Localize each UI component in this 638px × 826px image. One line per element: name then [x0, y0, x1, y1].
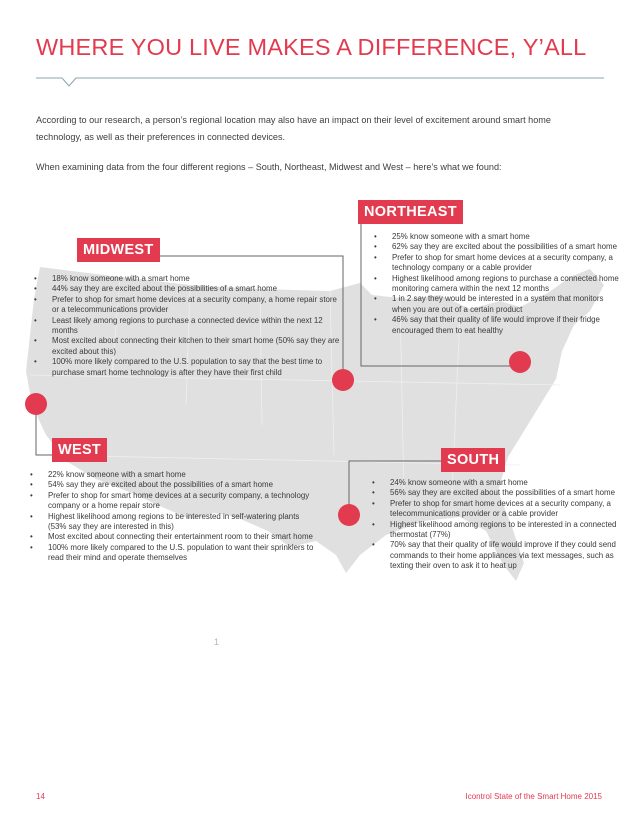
svg-text:1: 1 [214, 637, 220, 647]
region-badge-south: SOUTH [441, 448, 505, 472]
region-badge-midwest: MIDWEST [77, 238, 160, 262]
list-item: • 70% say that their quality of life would improve if they could send commands to their home appliances via text messages, such as texting their oven to ask it to heat up [372, 540, 618, 571]
northeast-list [374, 232, 620, 336]
page-number: 14 [36, 792, 45, 801]
list-item: • 44% say they are excited about the possibilities of a smart home [34, 284, 340, 294]
northeast-marker [509, 351, 531, 373]
list-item: • Prefer to shop for smart home devices at a security company, a technology company or a cable provider [374, 253, 620, 274]
list-item: • 24% know someone with a smart home [372, 478, 618, 488]
south-marker [338, 504, 360, 526]
list-item: • Most excited about connecting their kitchen to their smart home (50% say they are excited about this) [34, 336, 340, 357]
list-item: • 100% more likely compared to the U.S. population to say that the best time to purchase smart home technology is after they have their first child [34, 357, 340, 378]
list-item: • Prefer to shop for smart home devices at a security company, a technology company or a home repair store [30, 491, 314, 512]
list-item: • Highest likelihood among regions to purchase a connected home monitoring camera within the next 12 months [374, 274, 620, 295]
list-item: • Prefer to shop for smart home devices at a security company, a home repair store or a telecommunications provider [34, 295, 340, 316]
list-item: • 100% more likely compared to the U.S. population to want their sprinklers to read their mind and operate themselves [30, 543, 314, 564]
south-list [372, 478, 618, 572]
page-title: WHERE YOU LIVE MAKES A DIFFERENCE, Y’ALL [36, 34, 587, 60]
list-item: • 56% say they are excited about the possibilities of a smart home [372, 488, 618, 498]
list-item: • Highest likelihood among regions to be interested in self-watering plants (53% say they are interested in this) [30, 512, 314, 533]
list-item: • Most excited about connecting their entertainment room to their smart home [30, 532, 314, 542]
list-item: • Least likely among regions to purchase a connected device within the next 12 months [34, 316, 340, 337]
intro-paragraph: According to our research, a person’s regional location may also have an impact on their level of excitement around smart home technology, as well as their preferences in connected devices. [36, 115, 551, 142]
region-badge-west: WEST [52, 438, 107, 462]
list-item: • 22% know someone with a smart home [30, 470, 314, 480]
list-item: • 18% know someone with a smart home [34, 274, 340, 284]
midwest-list [34, 274, 340, 378]
intro-paragraph: When examining data from the four different regions – South, Northeast, Midwest and West – here’s what we found: [36, 162, 502, 172]
list-item: • 46% say that their quality of life would improve if their fridge encouraged them to eat healthy [374, 315, 620, 336]
list-item: • 25% know someone with a smart home [374, 232, 620, 242]
publication-name: Icontrol State of the Smart Home 2015 [465, 792, 602, 801]
list-item: • Highest likelihood among regions to be interested in a connected thermostat (77%) [372, 520, 618, 541]
region-badge-northeast: NORTHEAST [358, 200, 463, 224]
list-item: • Prefer to shop for smart home devices at a security company, a telecommunications provider or a cable provider [372, 499, 618, 520]
west-marker [25, 393, 47, 415]
list-item: • 54% say they are excited about the possibilities of a smart home [30, 480, 314, 490]
west-list [30, 470, 314, 564]
list-item: • 1 in 2 say they would be interested in a system that monitors when you are out of a certain product [374, 294, 620, 315]
list-item: • 62% say they are excited about the possibilities of a smart home [374, 242, 620, 252]
